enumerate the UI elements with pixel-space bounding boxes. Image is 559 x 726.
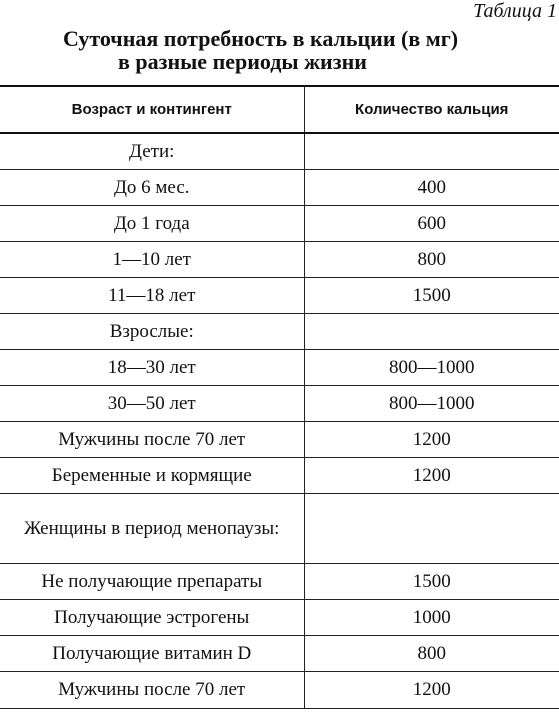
table-title-line-1: Суточная потребность в кальции (в мг) [63, 26, 459, 51]
table-header-row [0, 86, 559, 133]
age-cell: Мужчины после 70 лет [0, 672, 304, 709]
amount-cell: 1500 [304, 564, 559, 600]
amount-cell: 800 [304, 636, 559, 672]
table-row [0, 672, 559, 709]
amount-cell: 800—1000 [304, 350, 559, 386]
table-row [0, 350, 559, 386]
amount-cell: 1200 [304, 672, 559, 709]
age-cell: Взрослые: [0, 314, 304, 350]
column-header-age: Возраст и контингент [0, 86, 304, 133]
age-cell: Не получающие препараты [0, 564, 304, 600]
column-header-amount: Количество кальция [304, 86, 559, 133]
amount-cell [304, 314, 559, 350]
table-row [0, 494, 559, 564]
age-cell: Получающие витамин D [0, 636, 304, 672]
amount-cell [304, 494, 559, 564]
table-row [0, 458, 559, 494]
age-cell: 30—50 лет [0, 386, 304, 422]
calcium-table [0, 85, 559, 709]
table-row [0, 314, 559, 350]
table-row [0, 170, 559, 206]
amount-cell: 600 [304, 206, 559, 242]
age-cell: 1—10 лет [0, 242, 304, 278]
table-title-line-2: в разные периоды жизни [118, 49, 367, 74]
amount-cell: 1200 [304, 422, 559, 458]
amount-cell: 1500 [304, 278, 559, 314]
amount-cell [304, 133, 559, 170]
age-cell: 18—30 лет [0, 350, 304, 386]
age-cell: До 6 мес. [0, 170, 304, 206]
age-cell: Мужчины после 70 лет [0, 422, 304, 458]
amount-cell: 1200 [304, 458, 559, 494]
table-row [0, 386, 559, 422]
age-cell: Дети: [0, 133, 304, 170]
amount-cell: 800—1000 [304, 386, 559, 422]
age-cell: Женщины в период менопаузы: [0, 494, 304, 564]
table-row [0, 206, 559, 242]
table-row [0, 278, 559, 314]
table-label: Таблица 1 [473, 0, 557, 22]
table-row [0, 422, 559, 458]
age-cell: 11—18 лет [0, 278, 304, 314]
table-row [0, 636, 559, 672]
amount-cell: 1000 [304, 600, 559, 636]
age-cell: Получающие эстрогены [0, 600, 304, 636]
amount-cell: 800 [304, 242, 559, 278]
amount-cell: 400 [304, 170, 559, 206]
age-cell: До 1 года [0, 206, 304, 242]
table-row [0, 133, 559, 170]
table-row [0, 564, 559, 600]
table-row [0, 600, 559, 636]
age-cell: Беременные и кормящие [0, 458, 304, 494]
table-row [0, 242, 559, 278]
